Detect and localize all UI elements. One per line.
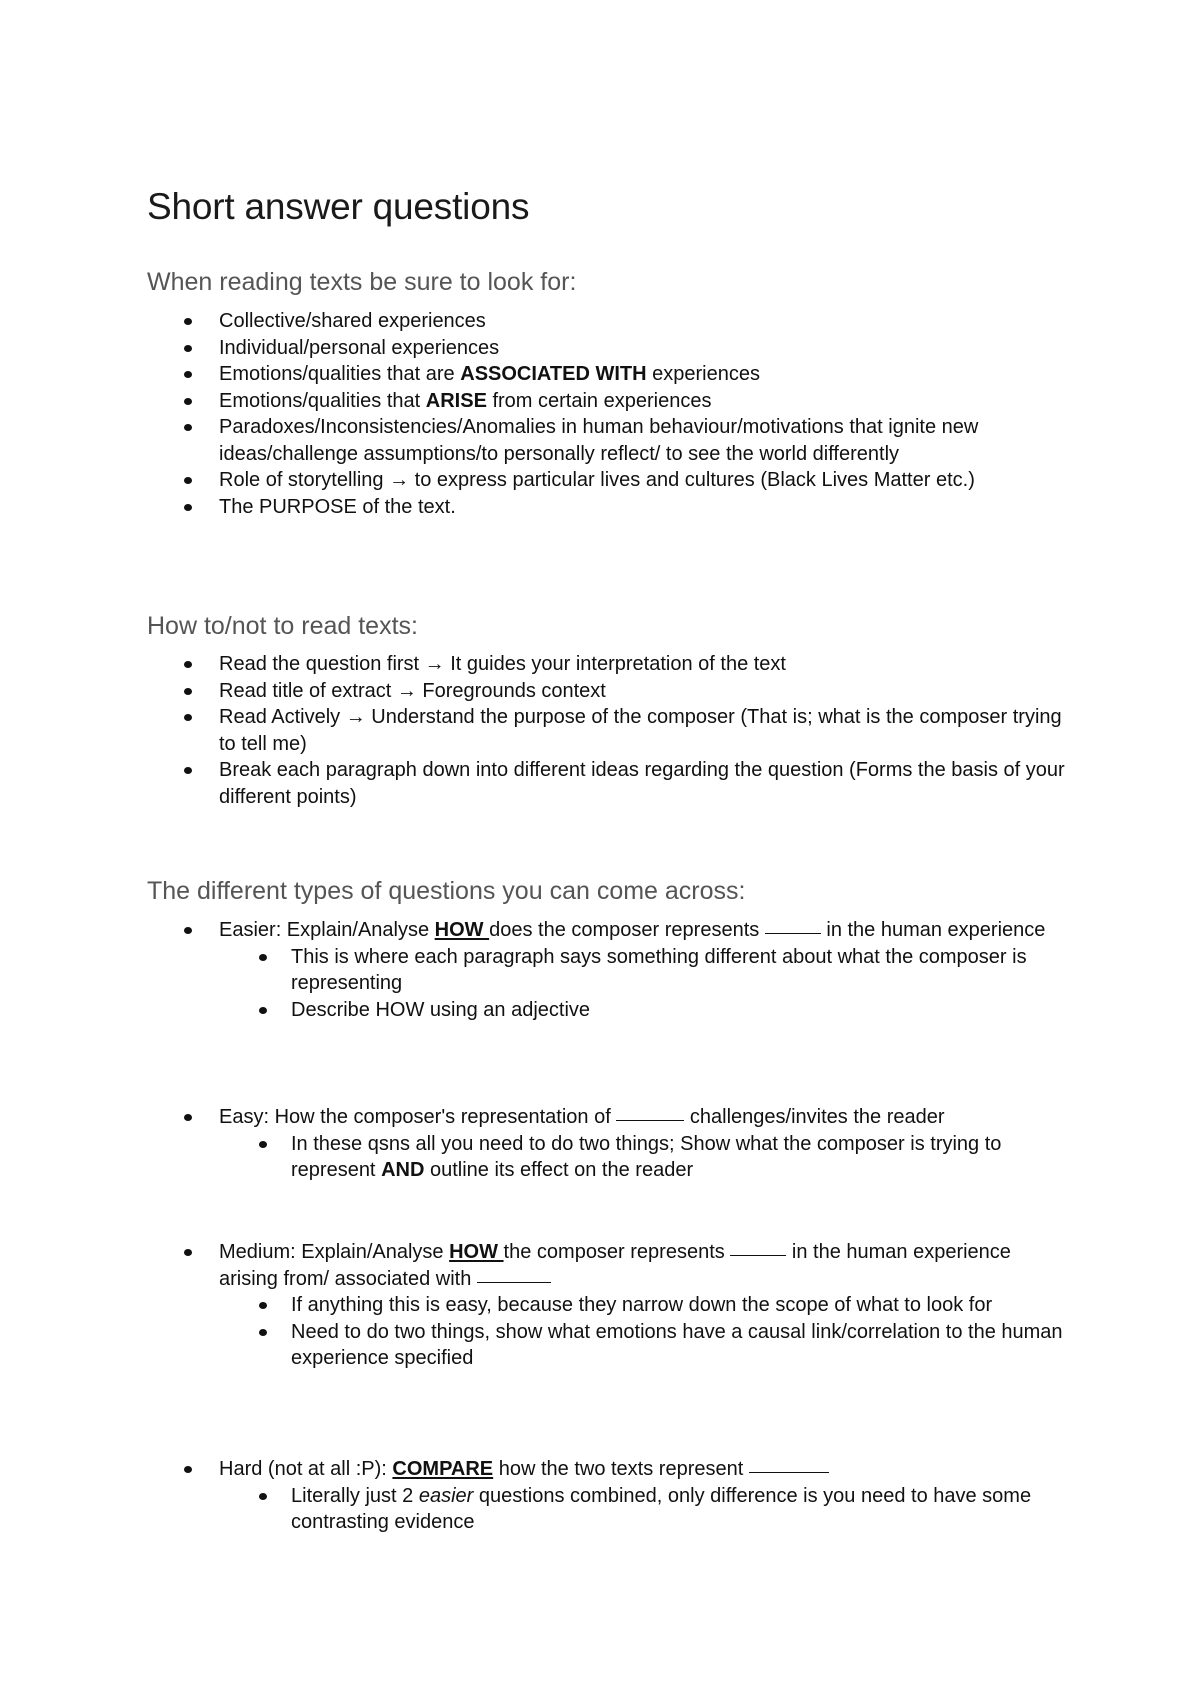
question-type-hard (147, 1456, 1067, 1536)
section-heading-how-to-read: How to/not to read texts: (147, 612, 418, 640)
list-item: Emotions/qualities that are ASSOCIATED WITH experiences (147, 361, 1067, 388)
sub-list-item: If anything this is easy, because they narrow down the scope of what to look for (219, 1292, 1067, 1319)
answer-blank (765, 932, 821, 934)
list-item: Easy: How the composer's representation of challenges/invites the reader In these qsns all you need to do two things; Show what the composer is trying to represent AND outline its effect on the reader (147, 1104, 1067, 1184)
answer-blank (616, 1119, 684, 1121)
list-item: The PURPOSE of the text. (147, 494, 1067, 521)
list-item: Individual/personal experiences (147, 335, 1067, 362)
list-item: Read the question first → It guides your interpretation of the text (147, 651, 1067, 678)
sub-list (219, 1292, 1067, 1372)
list-item: Hard (not at all :P): COMPARE how the two texts represent Literally just 2 easier questions combined, only difference is you need to have some contrasting evidence (147, 1456, 1067, 1536)
list-item: Collective/shared experiences (147, 308, 1067, 335)
list-item: Read title of extract → Foregrounds context (147, 678, 1067, 705)
sub-list (219, 1483, 1067, 1536)
answer-blank (730, 1254, 786, 1256)
question-type-medium (147, 1239, 1067, 1372)
section-heading-question-types: The different types of questions you can come across: (147, 877, 746, 905)
list-item: Break each paragraph down into different ideas regarding the question (Forms the basis of your different points) (147, 757, 1067, 810)
page-title: Short answer questions (147, 186, 530, 227)
list-item: Easier: Explain/Analyse HOW does the composer represents in the human experience This is where each paragraph says something different about what the composer is representing Describe HOW using an adjective (147, 917, 1067, 1023)
answer-blank (477, 1281, 551, 1283)
sub-list-item: Need to do two things, show what emotions have a causal link/correlation to the human experience specified (219, 1319, 1067, 1372)
section-heading-look-for: When reading texts be sure to look for: (147, 268, 577, 296)
sub-list-item: Literally just 2 easier questions combined, only difference is you need to have some contrasting evidence (219, 1483, 1067, 1536)
list-item: Paradoxes/Inconsistencies/Anomalies in human behaviour/motivations that ignite new ideas/challenge assumptions/to personally reflect/ to see the world differently (147, 414, 1067, 467)
sub-list-item: In these qsns all you need to do two things; Show what the composer is trying to represent AND outline its effect on the reader (219, 1131, 1067, 1184)
list-item: Emotions/qualities that ARISE from certain experiences (147, 388, 1067, 415)
sub-list-item: Describe HOW using an adjective (219, 997, 1067, 1024)
list-item: Role of storytelling → to express particular lives and cultures (Black Lives Matter etc.) (147, 467, 1067, 494)
how-to-read-list (147, 651, 1067, 810)
list-item: Read Actively → Understand the purpose of the composer (That is; what is the composer trying to tell me) (147, 704, 1067, 757)
look-for-list (147, 308, 1067, 520)
list-item: Medium: Explain/Analyse HOW the composer represents in the human experience arising from/ associated with If anything this is easy, because they narrow down the scope of what to look for Need to do two things, show what emotions have a causal link/correlation to the human experience specified (147, 1239, 1067, 1372)
question-type-easier (147, 917, 1067, 1023)
sub-list (219, 944, 1067, 1024)
question-type-easy (147, 1104, 1067, 1184)
answer-blank (749, 1471, 829, 1473)
sub-list-item: This is where each paragraph says something different about what the composer is representing (219, 944, 1067, 997)
sub-list (219, 1131, 1067, 1184)
